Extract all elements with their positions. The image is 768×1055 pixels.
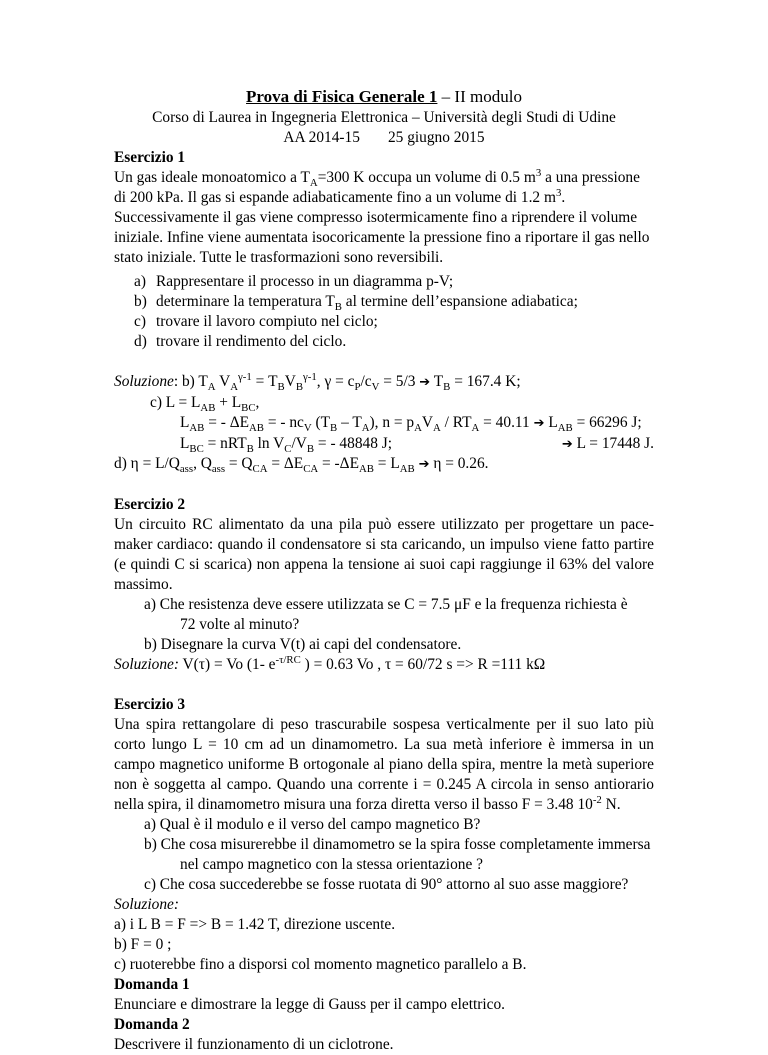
exercise-3-solution-a: a) i L B = F => B = 1.42 T, direzione uscente.	[114, 916, 396, 933]
implies-arrow-icon: ➔	[418, 457, 430, 472]
implies-arrow-icon: ➔	[561, 437, 573, 452]
exercise-2-text: Un circuito RC alimentato da una pila può essere utilizzato per progettare un pace-maker cardiaco: quando il condensatore si sta caricando, un impulso viene fatto partire (e quindi C si scarica) non appena la tensione ai suoi capi raggiunge il 63% del valore massimo.	[114, 516, 654, 593]
exercise-1-questions	[114, 272, 654, 352]
exercise-3-question-c: c) Che cosa succederebbe se fosse ruotata di 90° attorno al suo asse maggiore?	[144, 876, 629, 893]
exercise-2-question-a-cont: 72 volte al minuto?	[180, 616, 300, 633]
implies-arrow-icon: ➔	[419, 375, 431, 390]
exercise-1-heading: Esercizio 1	[114, 149, 186, 166]
exam-page	[114, 86, 654, 1055]
question-2-text: Descrivere il funzionamento di un ciclotrone.	[114, 1036, 394, 1053]
exercise-3-question-b: b) Che cosa misurerebbe il dinamometro se la spira fosse completamente immersa	[144, 836, 651, 853]
page-title: Prova di Fisica Generale 1 – II modulo	[246, 87, 522, 106]
exercise-1-solution-b: Soluzione: b) $T_A$ $V_A^{\gamma-1} = T_BV_B^{\gamma-1}$, $\gamma = c_P/c_V = 5/3$ ➔ $T_B = 167.4$ K;	[114, 370, 521, 394]
exercise-1-solution-c1: c) $L = L_{AB} + L_{BC}$,	[150, 394, 260, 415]
exercise-1-solution-c3: $L_{BC} = nRT_B$ $\ln V_C/V_B$ = - 48848 J; ➔ L = 17448 J.	[180, 435, 654, 456]
exercise-2-solution: Soluzione: V(τ) = Vo (1- $e^{-\tau/RC}$ ) = 0.63 Vo , τ = 60/72 s => R =111 kΩ	[114, 653, 546, 673]
list-item: c) trovare il lavoro compiuto nel ciclo;	[134, 313, 378, 330]
exercise-3-question-b-cont: nel campo magnetico con la stessa orientazione ?	[180, 856, 483, 873]
list-item: d) trovare il rendimento del ciclo.	[134, 333, 347, 350]
exercise-1-solution-d: d) $\eta = L/Q_{ass}$, $Q_{ass} = Q_{CA} = \Delta E_{CA} = -\Delta E_{AB} = L_{AB}$ ➔ η = 0.26.	[114, 455, 489, 476]
exercise-2-question-b: b) Disegnare la curva V(t) ai capi del condensatore.	[144, 636, 462, 653]
question-1-text: Enunciare e dimostrare la legge di Gauss per il campo elettrico.	[114, 996, 506, 1013]
list-item: b) determinare la temperatura $T_B$ al termine dell’espansione adiabatica;	[134, 293, 578, 314]
question-2-heading: Domanda 2	[114, 1016, 190, 1033]
implies-arrow-icon: ➔	[533, 416, 545, 431]
exercise-1-solution-c2: $L_{AB}$ = - $\Delta E_{AB}$ = - $nc_V$ $(T_B - T_A)$, $n = p_AV_A / RT_A = 40.11$ ➔ $L_{AB} = 66296$ J;	[180, 414, 642, 435]
course-line: Corso di Laurea in Ingegneria Elettronica – Università degli Studi di Udine	[152, 109, 616, 126]
exercise-3-heading: Esercizio 3	[114, 696, 186, 713]
exercise-3-solution-label: Soluzione:	[114, 896, 179, 913]
exercise-3-text: Una spira rettangolare di peso trascurabile sospesa verticalmente per il suo lato più corto lungo L = 10 cm ad un dinamometro. La sua metà inferiore è immersa in un campo magnetico uniforme B ortogonale al piano della spira, mentre la metà superiore non è soggetta al campo. Quando una corrente i = 0.245 A circola in senso antiorario nella spira, il dinamometro misura una forza diretta verso il basso F = 3.48 $10^{-2}$ N.	[114, 716, 654, 813]
exercise-2-question-a: a) Che resistenza deve essere utilizzata se C = 7.5 μF e la frequenza richiesta è	[144, 596, 628, 613]
exercise-3-question-a: a) Qual è il modulo e il verso del campo magnetico B?	[144, 816, 481, 833]
exercise-2-heading: Esercizio 2	[114, 496, 186, 513]
exercise-3-solution-c: c) ruoterebbe fino a disporsi col momento magnetico parallelo a B.	[114, 956, 527, 973]
exercise-1-text: Un gas ideale monoatomico a $T_A=300$ K occupa un volume di 0.5 $m^3$ a una pressione di 200 kPa. Il gas si espande adiabaticamente fino a un volume di 1.2 $m^3$. Successivamente il gas viene compresso isotermicamente fino a riprendere il volume iniziale. Infine viene aumentata isocoricamente la pressione fino a riportare il gas nello stato iniziale. Tutte le trasformazioni sono reversibili.	[114, 166, 650, 266]
list-item: a) Rappresentare il processo in un diagramma p-V;	[134, 273, 454, 290]
year-date-line: AA 2014-15 25 giugno 2015	[283, 129, 485, 146]
question-1-heading: Domanda 1	[114, 976, 190, 993]
exercise-3-solution-b: b) F = 0 ;	[114, 936, 172, 953]
